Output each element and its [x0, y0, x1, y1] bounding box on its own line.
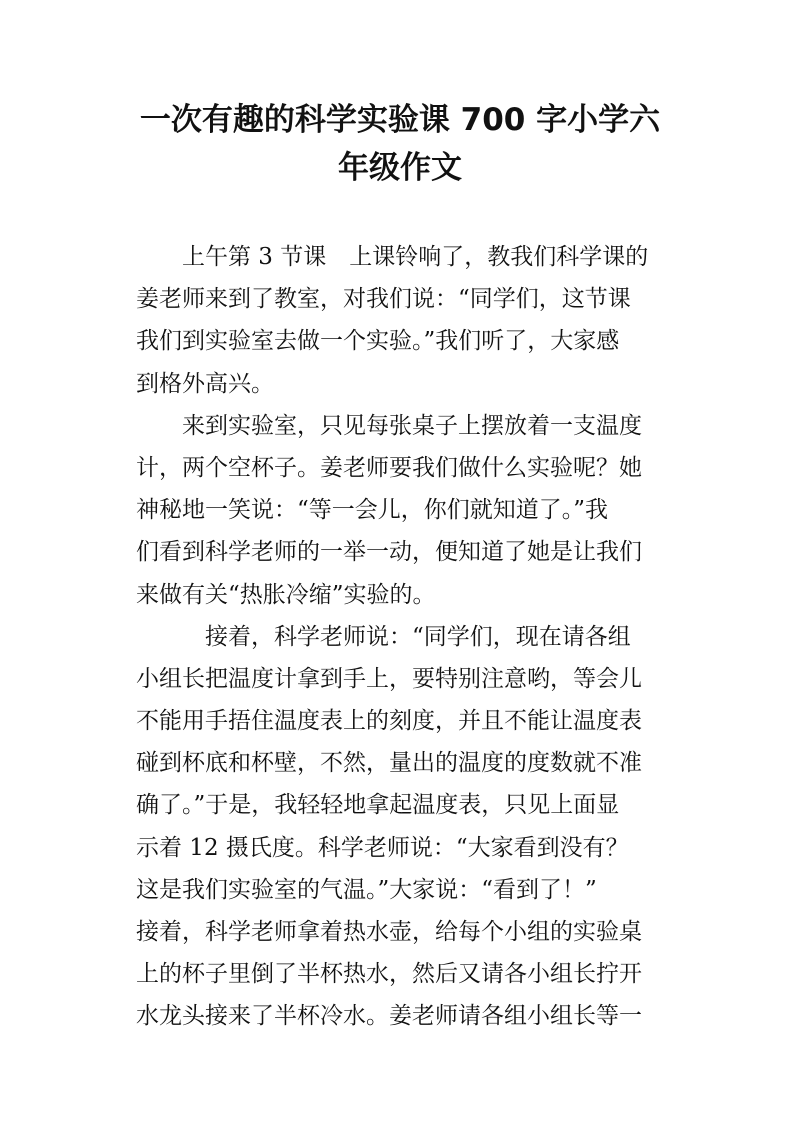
- text-line: 示着 12 摄氏度。科学老师说：“大家看到没有？: [136, 834, 629, 861]
- text-line: 上午第 3 节课 上课铃响了，教我们科学课的: [136, 244, 649, 270]
- text-line: 接着，科学老师拿着热水壶，给每个小组的实验桌: [136, 919, 642, 945]
- text-line: 姜老师来到了教室，对我们说：“同学们，这节课: [136, 286, 631, 313]
- text-line: 计，两个空杯子。姜老师要我们做什么实验呢？她: [136, 454, 642, 481]
- title-line-2: 年级作文: [338, 150, 462, 186]
- text-line: 我们到实验室去做一个实验。”我们听了，大家感: [136, 328, 620, 355]
- text-line: 水龙头接来了半杯冷水。姜老师请各组小组长等一: [136, 1003, 642, 1030]
- essay-body: [136, 236, 666, 1038]
- text-line: 来做有关“热胀冷缩”实验的。: [136, 581, 436, 608]
- text-line: 不能用手捂住温度表上的刻度，并且不能让温度表: [136, 708, 642, 735]
- text-line: 碰到杯底和杯壁，不然，量出的温度的度数就不准: [136, 750, 642, 777]
- text-line: 们看到科学老师的一举一动，便知道了她是让我们: [136, 539, 642, 566]
- text-line: 接着，科学老师说：“同学们，现在请各组: [136, 623, 631, 650]
- text-line: 小组长把温度计拿到手上，要特别注意哟，等会儿: [136, 665, 642, 692]
- text-line: 确了。”于是，我轻轻地拿起温度表，只见上面显: [136, 792, 620, 819]
- text-line: 到格外高兴。: [136, 370, 274, 397]
- text-line: 这是我们实验室的气温。”大家说：“看到了！”: [136, 876, 597, 903]
- text-line: 上的杯子里倒了半杯热水，然后又请各小组长拧开: [136, 961, 642, 988]
- title-line-1: 一次有趣的科学实验课 700 字小学六: [139, 102, 661, 138]
- page-title: [100, 96, 700, 192]
- text-line: 来到实验室，只见每张桌子上摆放着一支温度: [136, 412, 642, 439]
- text-line: 神秘地一笑说：“等一会儿，你们就知道了。”我: [136, 497, 609, 524]
